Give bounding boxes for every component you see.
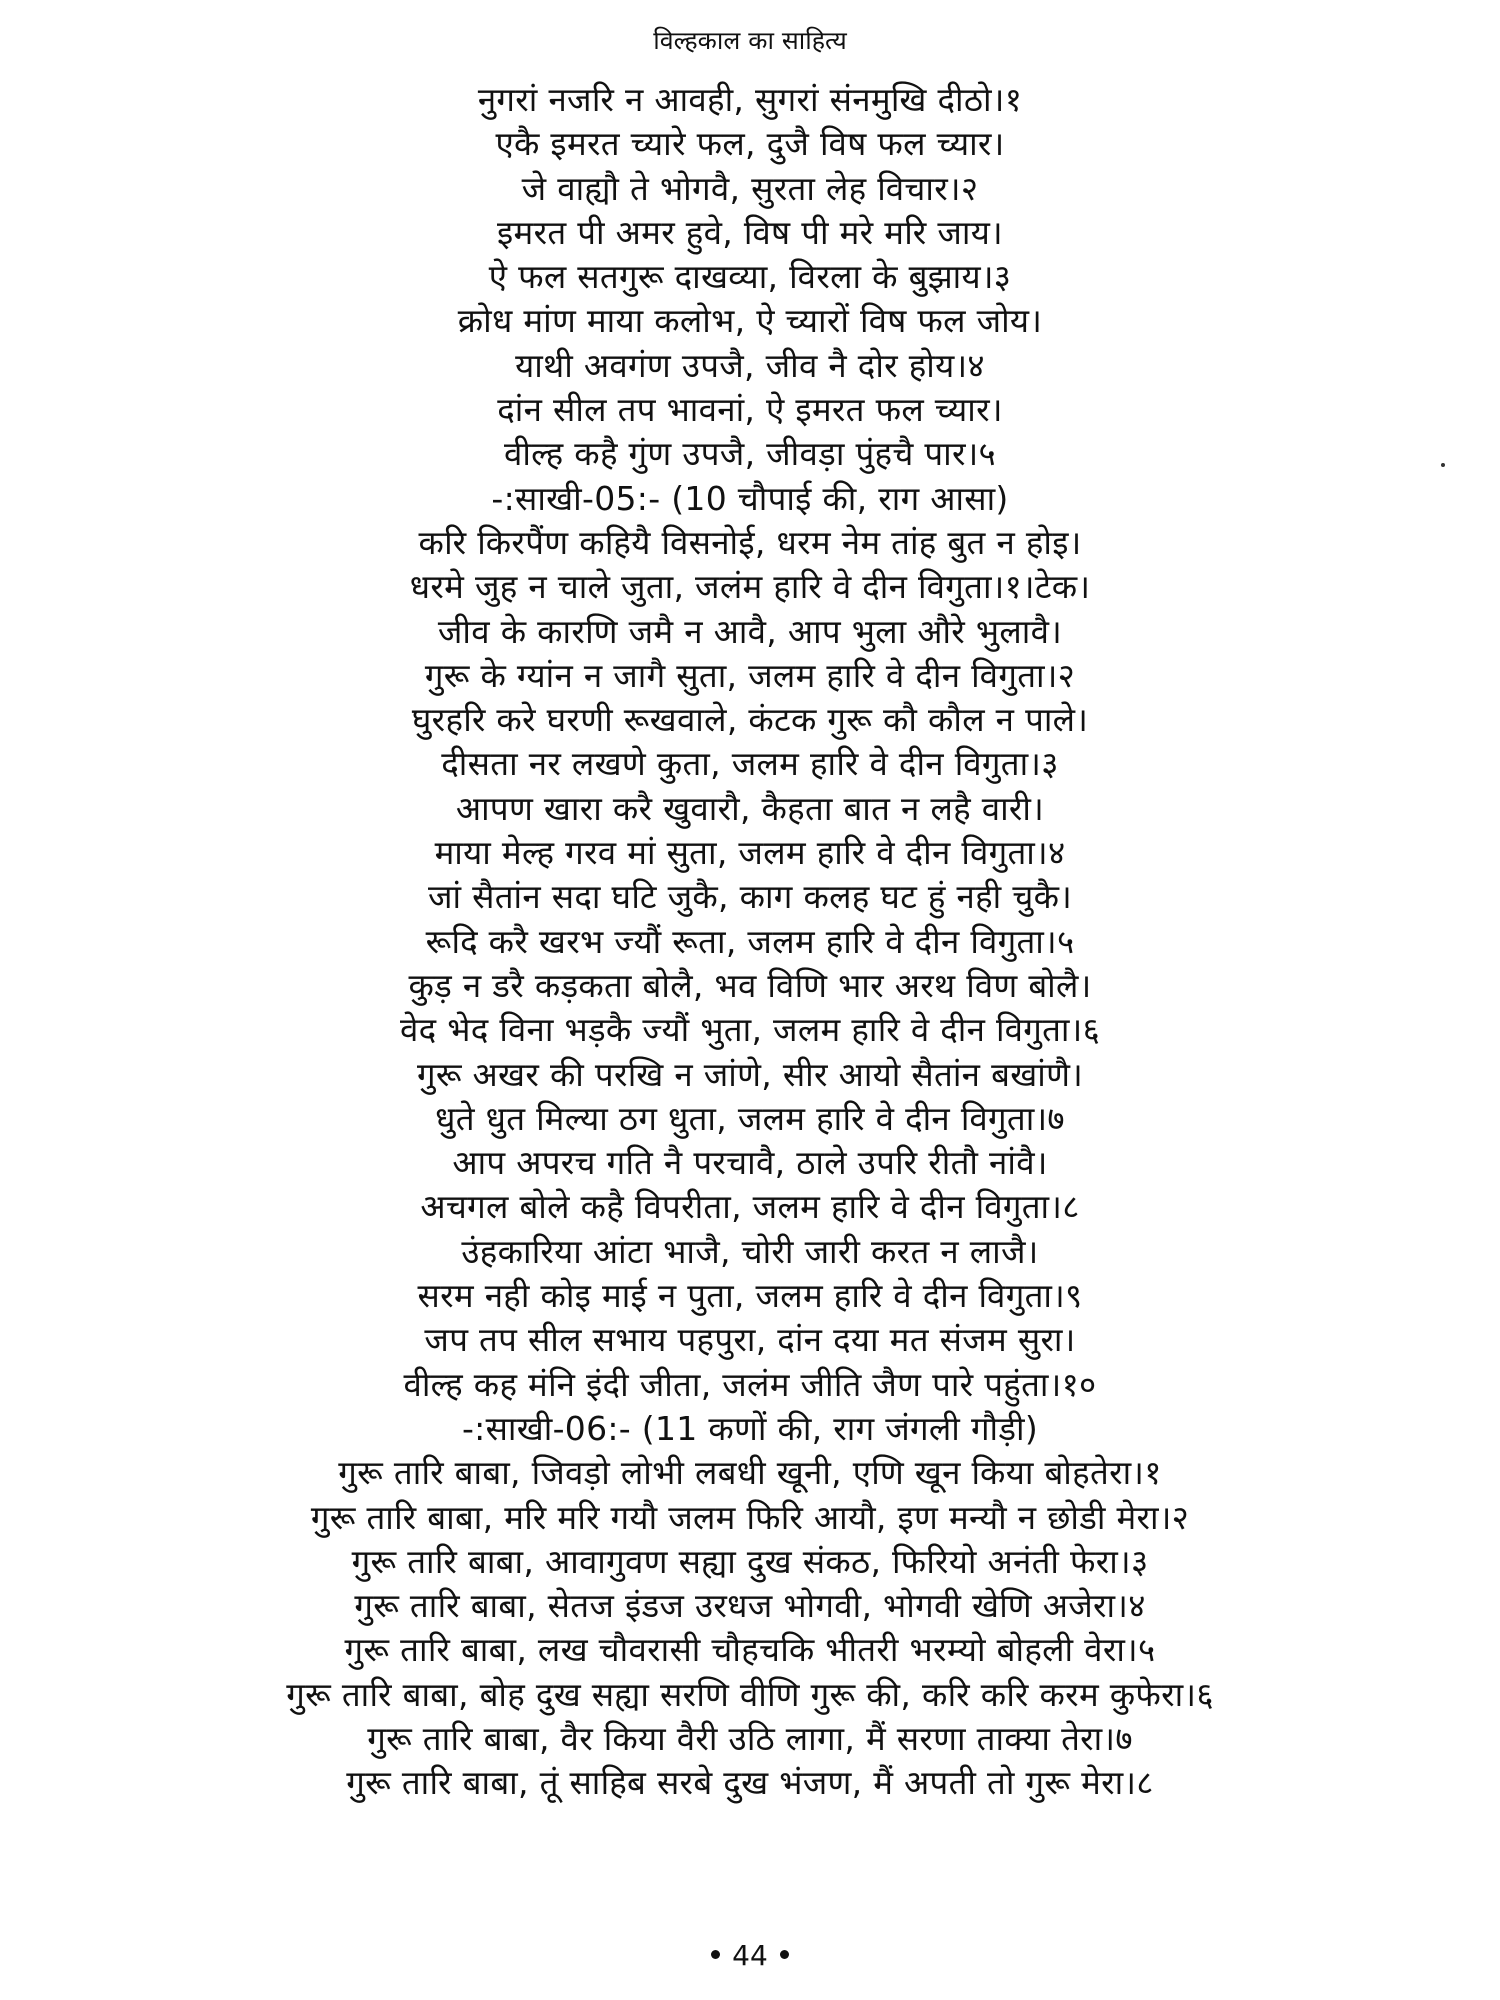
verse-line: गुरू तारि बाबा, बोह दुख सह्या सरणि वीणि गुरू की, करि करि करम कुफेरा।६ [286, 1674, 1214, 1714]
verse-line: ऐ फल सतगुरू दाखव्या, विरला के बुझाय।३ [488, 257, 1012, 297]
verse-line: दांन सील तप भावनां, ऐ इमरत फल च्यार। [497, 390, 1003, 430]
verse-line: कुड़ न डरै कड़कता बोलै, भव विणि भार अरथ विण बोलै। [408, 965, 1092, 1005]
verse-line: गुरू तारि बाबा, आवागुवण सह्या दुख संकठ, फिरियो अनंती फेरा।३ [351, 1541, 1149, 1581]
verse-line: करि किरपैंण कहियै विसनोई, धरम नेम तांह बुत न होइ। [418, 522, 1082, 562]
verse-line: याथी अवगंण उपजै, जीव नै दोर होय।४ [515, 345, 985, 385]
verse-line: धरमे जुह न चाले जुता, जलंम हारि वे दीन विगुता।१।टेक। [409, 567, 1091, 607]
verse-line: गुरू तारि बाबा, लख चौवरासी चौहचकि भीतरी भरम्यो बोहली वेरा।५ [344, 1630, 1156, 1670]
verse-line: गुरू तारि बाबा, मरि मरि गयौ जलम फिरि आयौ, इण मन्यौ न छोडी मेरा।२ [310, 1497, 1190, 1537]
verse-line: गुरू के ग्यांन न जागै सुता, जलम हारि वे दीन विगुता।२ [424, 655, 1076, 695]
verse-block [30, 78, 1470, 1806]
verse-line: जीव के कारणि जमै न आवै, आप भुला औरे भुलावै। [437, 611, 1063, 651]
verse-line: सरम नही कोइ माई न पुता, जलम हारि वे दीन विगुता।९ [417, 1276, 1083, 1316]
verse-line: उंहकारिया आंटा भाजै, चोरी जारी करत न लाजै। [461, 1231, 1039, 1271]
verse-line: गुरू अखर की परखि न जांणे, सीर आयो सैतांन बखांणै। [416, 1054, 1084, 1094]
verse-line: जप तप सील सभाय पहपुरा, दांन दया मत संजम सुरा। [424, 1320, 1076, 1360]
verse-line: एकै इमरत च्यारे फल, दुजै विष फल च्यार। [495, 124, 1005, 164]
verse-line: रूदि करै खरभ ज्यौं रूता, जलम हारि वे दीन विगुता।५ [425, 921, 1075, 961]
verse-line: जां सैतांन सदा घटि जुकै, काग कलह घट हुं नही चुकै। [427, 877, 1073, 917]
scan-speck [1441, 463, 1445, 467]
verse-line: वेद भेद विना भड़कै ज्यौं भुता, जलम हारि वे दीन विगुता।६ [399, 1010, 1101, 1050]
verse-line: घुरहरि करे घरणी रूखवाले, कंटक गुरू कौ कौल न पाले। [411, 700, 1089, 740]
verse-line: इमरत पी अमर हुवे, विष पी मरे मरि जाय। [497, 212, 1003, 252]
right-bullet-dot [780, 1950, 789, 1959]
verse-line: वील्ह कह मंनि इंदी जीता, जलंम जीति जैण पारे पहुंता।१० [403, 1364, 1097, 1404]
verse-line: नुगरां नजरि न आवही, सुगरां संनमुखि दीठो।१ [477, 80, 1023, 119]
verse-line: गुरू तारि बाबा, सेतज इंडज उरधज भोगवी, भोगवी खेणि अजेरा।४ [354, 1586, 1146, 1626]
verse-line: गुरू तारि बाबा, वैर किया वैरी उठि लागा, मैं सरणा ताक्या तेरा।७ [367, 1718, 1133, 1758]
page-footer [0, 1938, 1500, 1974]
verse-line: जे वाह्यौ ते भोगवै, सुरता लेह विचार।२ [521, 168, 979, 208]
verse-line: -:साखी-06:- (11 कणों की, राग जंगली गौड़ी) [461, 1408, 1039, 1448]
verse-line: -:साखी-05:- (10 चौपाई की, राग आसा) [491, 478, 1009, 518]
page-number: 44 [732, 1939, 768, 1972]
verse-line: वील्ह कहै गुंण उपजै, जीवड़ा पुंहचै पार।५ [503, 434, 997, 474]
verse-line: गुरू तारि बाबा, जिवड़ो लोभी लबधी खूनी, एणि खून किया बोहतेरा।१ [338, 1453, 1162, 1493]
verse-line: धुते धुत मिल्या ठग धुता, जलम हारि वे दीन विगुता।७ [435, 1098, 1065, 1138]
running-header: विल्हकाल का साहित्य [653, 26, 847, 55]
verse-line: दीसता नर लखणे कुता, जलम हारि वे दीन विगुता।३ [441, 744, 1059, 784]
verse-line: माया मेल्ह गरव मां सुता, जलम हारि वे दीन विगुता।४ [434, 833, 1066, 873]
left-bullet-dot [711, 1950, 720, 1959]
verse-line: आपण खारा करै खुवारौ, कैहता बात न लहै वारी। [455, 788, 1045, 828]
verse-line: गुरू तारि बाबा, तूं साहिब सरबे दुख भंजण, मैं अपती तो गुरू मेरा।८ [346, 1763, 1154, 1803]
verse-line: आप अपरच गति नै परचावै, ठाले उपरि रीतौ नांवै। [452, 1143, 1048, 1183]
verse-line: क्रोध मांण माया कलोभ, ऐ च्यारों विष फल जोय। [457, 301, 1043, 341]
verse-line: अचगल बोले कहै विपरीता, जलम हारि वे दीन विगुता।८ [420, 1187, 1080, 1227]
